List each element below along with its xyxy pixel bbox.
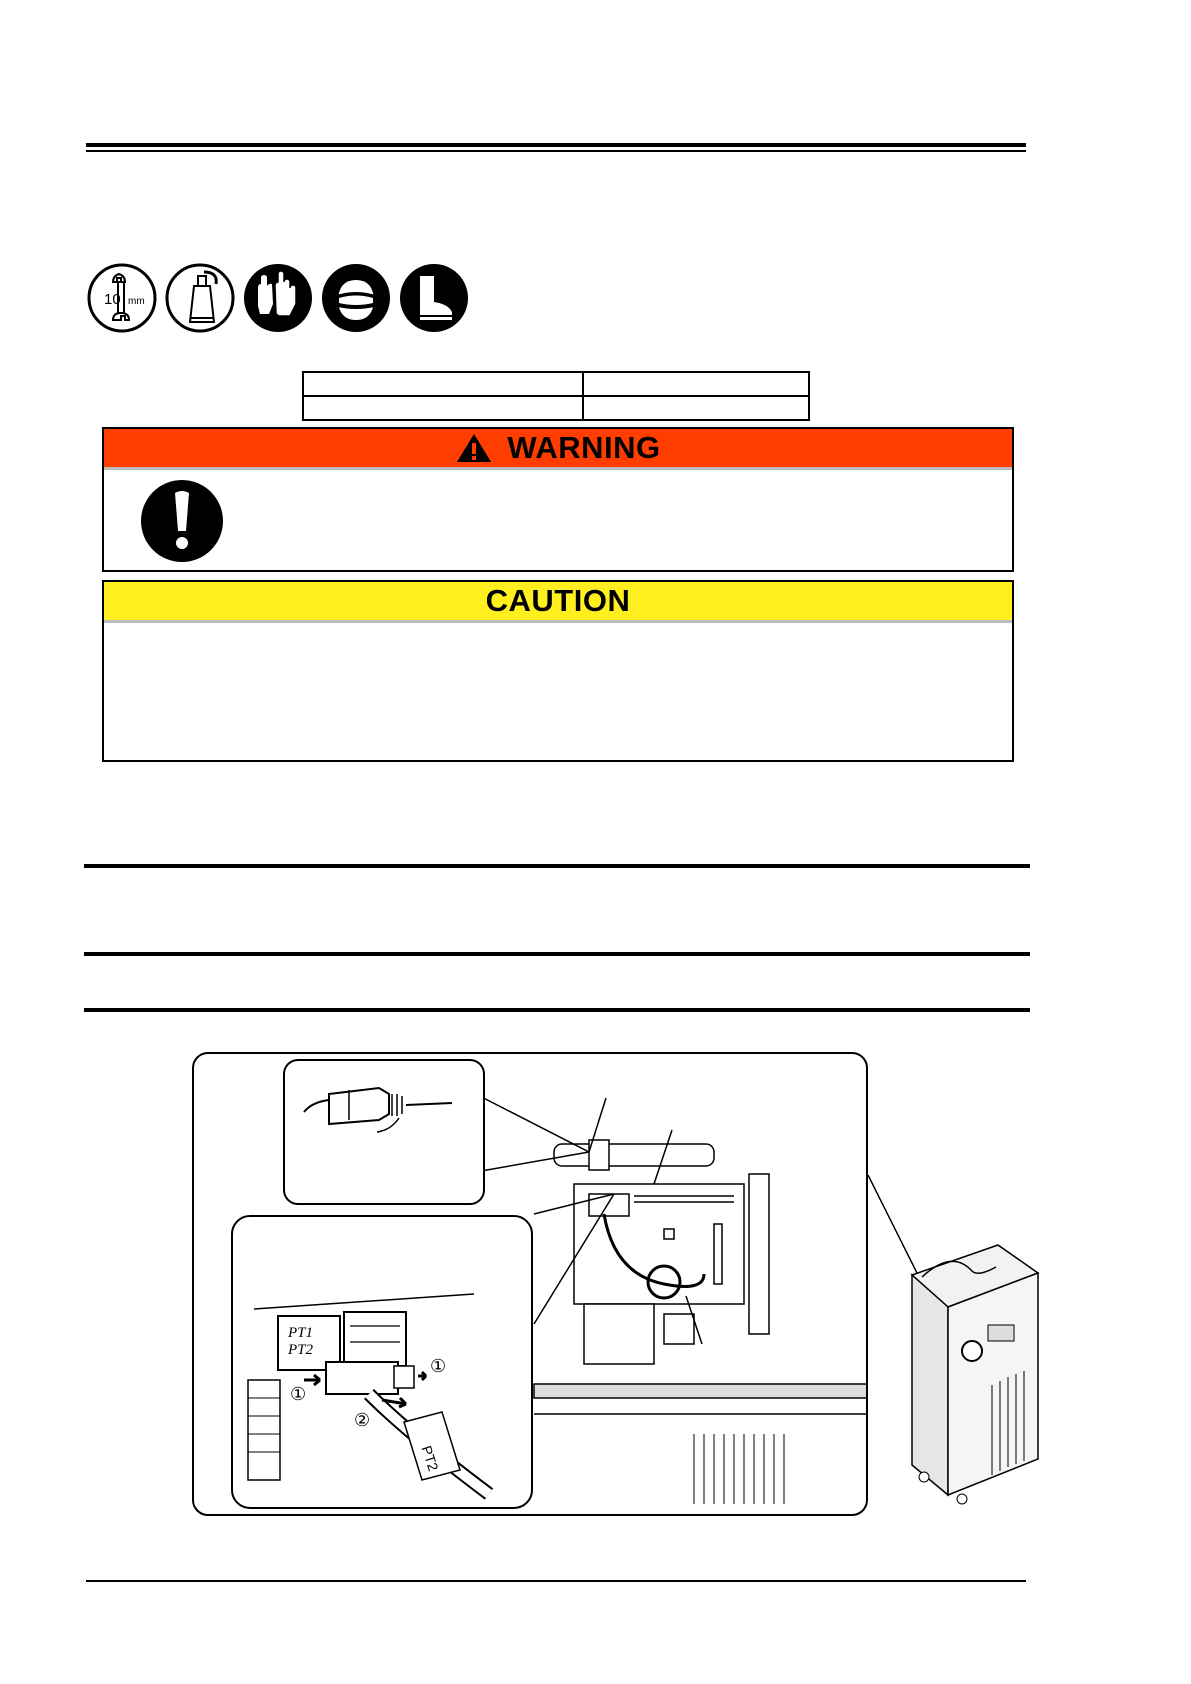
wrench-unit-text: mm	[128, 296, 145, 307]
connector-label-pt1: PT1	[288, 1325, 314, 1341]
safety-boots-icon	[398, 262, 470, 334]
footer-rule	[86, 1580, 1026, 1582]
maintenance-figure	[192, 1052, 868, 1516]
table-cell	[303, 396, 583, 420]
warning-box	[102, 427, 1014, 572]
section-rule-2	[84, 952, 1030, 956]
step-callout-1a: ①	[430, 1356, 447, 1377]
section-rule-3	[84, 1008, 1030, 1012]
cable-sleeve-inset	[284, 1060, 484, 1204]
table-row	[303, 396, 809, 420]
caution-box	[102, 580, 1014, 762]
table-cell	[583, 372, 809, 396]
cable-tag-pt2: PT2	[418, 1443, 442, 1473]
header-rule-thin	[86, 150, 1026, 152]
warning-label: WARNING	[507, 430, 661, 465]
warning-triangle-icon	[455, 432, 493, 464]
spec-table	[302, 371, 810, 421]
safety-goggles-icon	[320, 262, 392, 334]
connector-removal-inset	[232, 1216, 532, 1508]
required-equipment-icons	[86, 262, 470, 334]
caution-header	[104, 582, 1012, 623]
machine-interior	[534, 1140, 868, 1504]
chiller-unit-illustration	[862, 1175, 1052, 1535]
wrench-10mm-icon	[86, 262, 158, 334]
connector-label-pt2: PT2	[288, 1342, 314, 1358]
table-cell	[303, 372, 583, 396]
warning-header	[104, 429, 1012, 470]
table-cell	[583, 396, 809, 420]
wrench-size-text: 10	[104, 291, 121, 308]
pcb-connector-illustration	[194, 1054, 868, 1516]
table-row	[303, 372, 809, 396]
caution-label: CAUTION	[485, 583, 631, 618]
step-callout-2: ②	[354, 1410, 371, 1431]
section-rule-1	[84, 864, 1030, 868]
header-rule-thick	[86, 143, 1026, 147]
mandatory-action-icon	[140, 479, 224, 563]
grease-tube-icon	[164, 262, 236, 334]
step-callout-1b: ①	[290, 1384, 307, 1405]
gloves-icon	[242, 262, 314, 334]
